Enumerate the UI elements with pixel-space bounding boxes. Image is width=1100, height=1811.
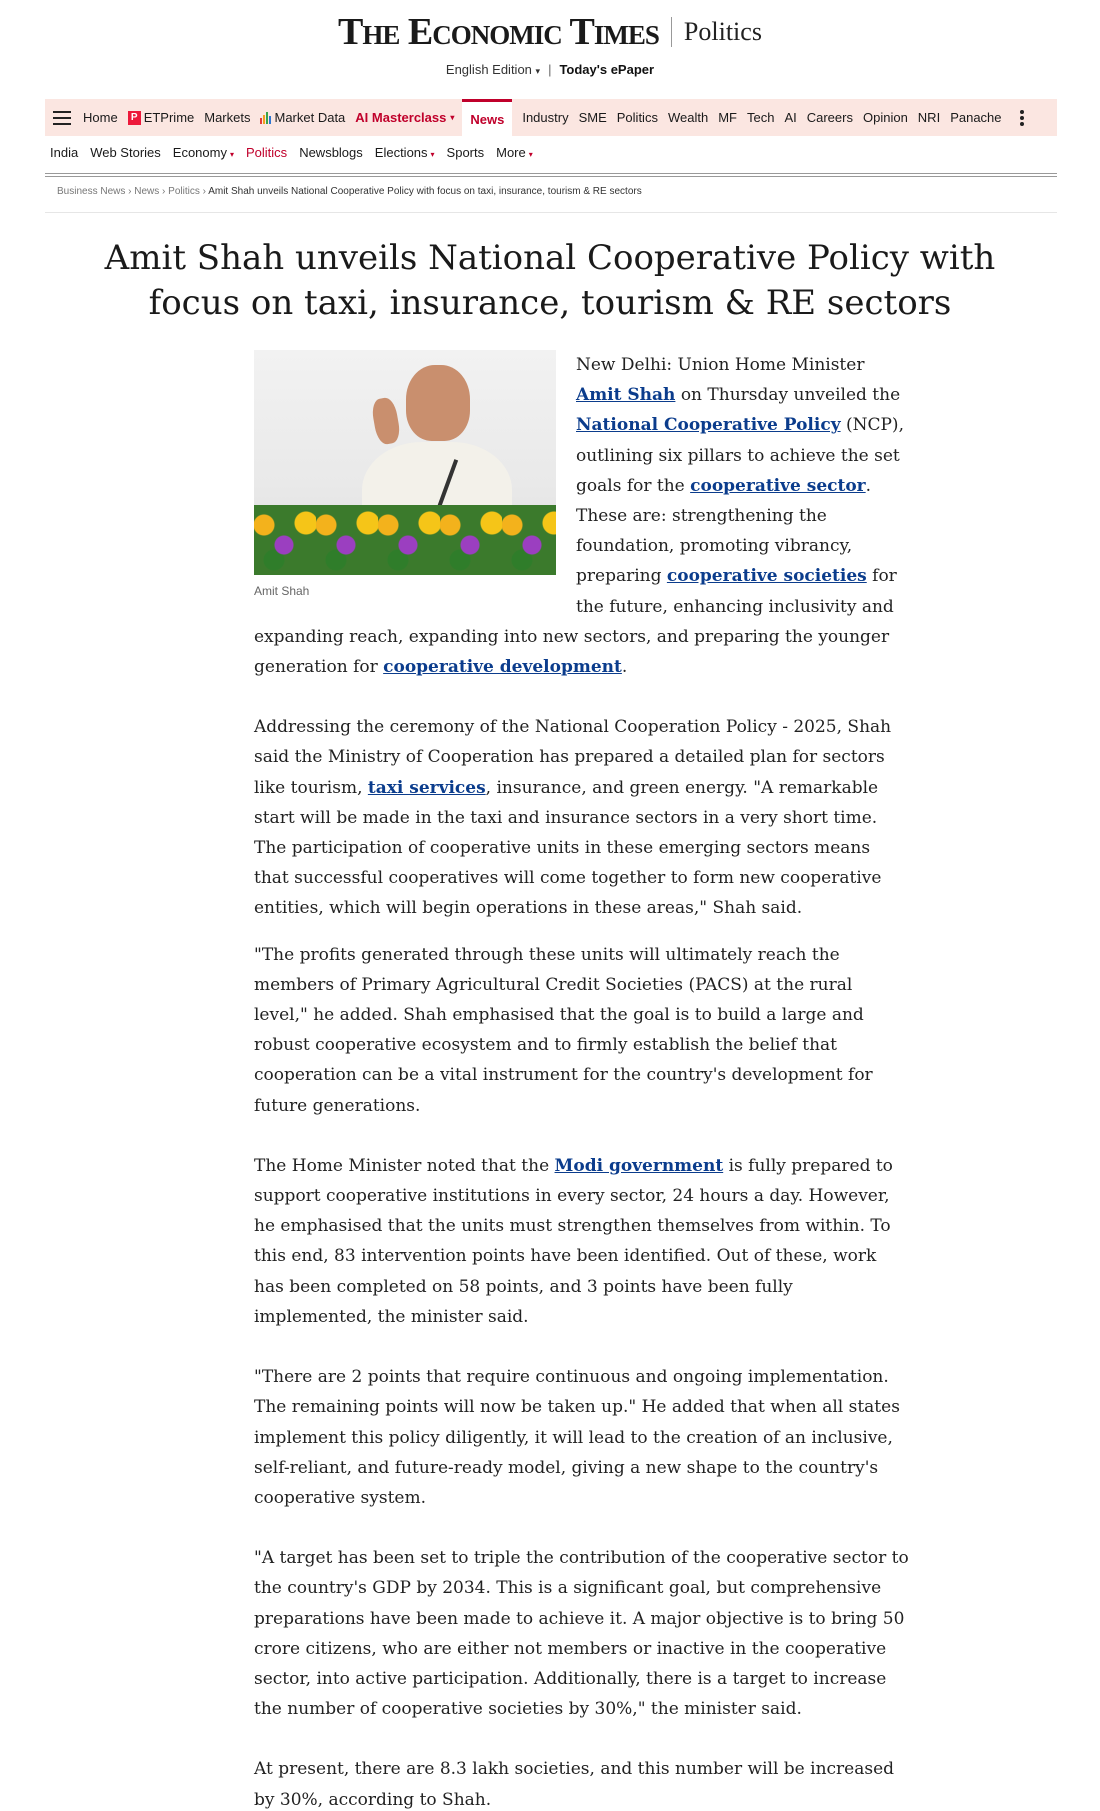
nav-item-mf[interactable]: MF: [718, 110, 737, 125]
breadcrumb-current: Amit Shah unveils National Cooperative Policy with focus on taxi, insurance, tourism & RE sectors: [208, 186, 642, 197]
chevron-down-icon: ▾: [430, 150, 435, 159]
link-amit-shah[interactable]: Amit Shah: [576, 385, 676, 406]
nav-item-ai-masterclass[interactable]: [355, 110, 454, 125]
link-taxi-services[interactable]: taxi services: [367, 777, 486, 798]
subnav-item-sports[interactable]: Sports: [446, 145, 485, 160]
hamburger-menu-icon[interactable]: [53, 111, 71, 125]
image-caption: Amit Shah: [254, 584, 310, 598]
nav-item-panache[interactable]: Panache: [950, 110, 1002, 125]
section-title[interactable]: Politics: [683, 17, 762, 46]
subnav-item-elections[interactable]: [375, 145, 435, 160]
subnav-label: Elections: [374, 145, 428, 160]
divider: [45, 212, 1057, 213]
paragraph: Addressing the ceremony of the National Cooperation Policy - 2025, Shah said the Ministry of Cooperation has prepared a detailed plan for sectors like tourism, taxi services, insurance, and green energy. "A remarkable start will be made in the taxi and insurance sectors in a very short time. The participation of cooperative units in these emerging sectors means that successful cooperatives will come together to form new cooperative entities, which will begin operations in these areas," Shah said.: [254, 717, 892, 919]
link-modi-government[interactable]: Modi government: [554, 1155, 724, 1176]
nav-item-wealth[interactable]: Wealth: [667, 110, 709, 125]
brand-divider: [671, 17, 672, 47]
paragraph: The Home Minister noted that the Modi government is fully prepared to support cooperative institutions in every sector, 24 hours a day. However, he emphasised that the units must strengthen themselves from within. To this end, 83 intervention points have been identified. Out of these, work has been completed on 58 points, and 3 points have been fully implemented, the minister said.: [254, 1155, 893, 1327]
chevron-down-icon: ▾: [450, 113, 455, 122]
subnav-label: More: [496, 145, 526, 160]
link-cooperative-development[interactable]: cooperative development: [383, 657, 622, 678]
link-cooperative-societies[interactable]: cooperative societies: [666, 566, 867, 587]
edition-label: English Edition: [445, 62, 532, 77]
nav-divider: [45, 173, 1057, 177]
article-body: [254, 350, 909, 1811]
nav-item-ai[interactable]: AI: [784, 110, 797, 125]
main-nav: [45, 99, 1057, 136]
nav-item-nri[interactable]: NRI: [917, 110, 941, 125]
nav-item-label: Market Data: [274, 110, 346, 125]
paragraph: "The profits generated through these units will ultimately reach the members of Primary Agricultural Credit Societies (PACS) at the rural level," he added. Shah emphasised that the goal is to build a large and robust cooperative ecosystem and to firmly establish the belief that cooperation can be a vital instrument for the country's development for future generations.: [254, 944, 873, 1116]
subnav-item-politics[interactable]: Politics: [246, 145, 288, 160]
article-figure: [254, 350, 556, 599]
breadcrumb-item[interactable]: News: [134, 186, 160, 197]
nav-item-market-data[interactable]: [260, 110, 345, 125]
market-chart-icon: [260, 111, 271, 124]
subnav-item-economy[interactable]: [173, 145, 234, 160]
subnav-item-web-stories[interactable]: Web Stories: [90, 145, 161, 160]
breadcrumb: Business News › News › Politics › Amit Shah unveils National Cooperative Policy with focus on taxi, insurance, tourism & RE sectors: [57, 186, 642, 197]
breadcrumb-item[interactable]: Business News: [57, 186, 126, 197]
paragraph: "There are 2 points that require continuous and ongoing implementation. The remaining points will now be taken up." He added that when all states implement this policy diligently, it will lead to the creation of an inclusive, self-reliant, and future-ready model, giving a new shape to the country's cooperative system.: [254, 1367, 900, 1508]
article-headline: Amit Shah unveils National Cooperative Policy with focus on taxi, insurance, tourism & RE sectors: [104, 238, 996, 323]
nav-item-news[interactable]: News: [462, 99, 512, 136]
link-cooperative-sector[interactable]: cooperative sector: [690, 475, 866, 496]
chevron-down-icon: ▾: [535, 66, 541, 76]
epaper-link[interactable]: Today's ePaper: [559, 62, 655, 77]
nav-item-home[interactable]: Home: [83, 110, 118, 125]
paragraph: New Delhi: Union Home Minister Amit Shah on Thursday unveiled the National Cooperative Policy (NCP), outlining six pillars to achieve the set goals for the cooperative sector. These are: strengthening the foundation, promoting vibrancy, preparing cooperative societies for the future, enhancing inclusivity and expanding reach, expanding into new sectors, and preparing the younger generation for cooperative development.: [254, 355, 904, 678]
etprime-icon: P: [128, 111, 141, 125]
nav-item-etprime[interactable]: [128, 110, 195, 125]
subnav-label: Economy: [172, 145, 227, 160]
nav-item-sme[interactable]: SME: [578, 110, 607, 125]
brand-logo[interactable]: The Economic Times: [338, 11, 659, 53]
more-options-icon[interactable]: [1020, 110, 1024, 126]
nav-item-label: AI Masterclass: [355, 110, 447, 125]
breadcrumb-item[interactable]: Politics: [168, 186, 200, 197]
edition-row: [0, 62, 1100, 77]
paragraph: At present, there are 8.3 lakh societies, and this number will be increased by 30%, according to Shah.: [254, 1759, 895, 1810]
chevron-down-icon: ▾: [528, 150, 533, 159]
nav-item-politics[interactable]: Politics: [616, 110, 658, 125]
edition-selector[interactable]: [446, 62, 540, 77]
subnav-item-more[interactable]: [496, 145, 533, 160]
sub-nav: [50, 145, 533, 160]
subnav-item-newsblogs[interactable]: Newsblogs: [299, 145, 363, 160]
brand: [338, 10, 762, 54]
nav-item-tech[interactable]: Tech: [746, 110, 775, 125]
chevron-down-icon: ▾: [229, 150, 234, 159]
nav-item-markets[interactable]: Markets: [204, 110, 251, 125]
nav-item-industry[interactable]: Industry: [522, 110, 569, 125]
divider: |: [548, 62, 552, 77]
article-photo[interactable]: [254, 350, 556, 575]
nav-item-label: ETPrime: [143, 110, 195, 125]
paragraph: "A target has been set to triple the contribution of the cooperative sector to the country's GDP by 2034. This is a significant goal, but comprehensive preparations have been made to achieve it. A major objective is to bring 50 crore citizens, who are either not members or inactive in the cooperative sector, into active participation. Additionally, there is a target to increase the number of cooperative societies by 30%," the minister said.: [254, 1548, 909, 1720]
nav-item-careers[interactable]: Careers: [806, 110, 853, 125]
masthead: [0, 0, 1100, 77]
nav-item-opinion[interactable]: Opinion: [862, 110, 908, 125]
link-national-cooperative-policy[interactable]: National Cooperative Policy: [576, 415, 841, 436]
subnav-item-india[interactable]: India: [50, 145, 79, 160]
